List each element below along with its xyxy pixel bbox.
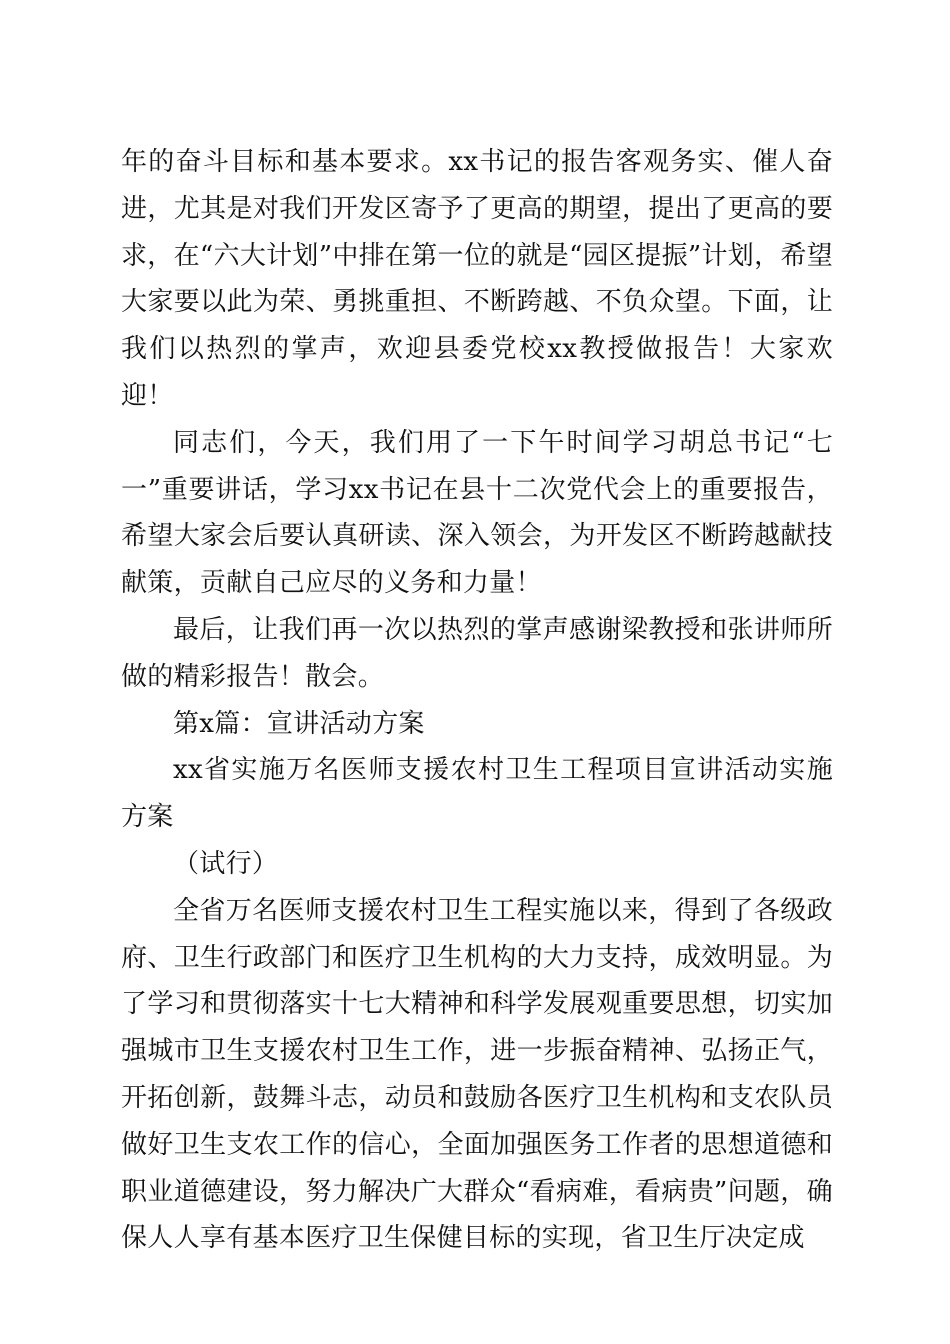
body-paragraph: 年的奋斗目标和基本要求。xx书记的报告客观务实、催人奋进，尤其是对我们开发区寄予了更高的期望，提出了更高的要求，在“六大计划”中排在第一位的就是“园区提振”计划，希望大家要以此为荣、勇挑重担、不断跨越、不负众望。下面，让我们以热烈的掌声，欢迎县委党校xx教授做报告！大家欢迎！ xyxy=(121,147,833,411)
body-paragraph: 最后，让我们再一次以热烈的掌声感谢梁教授和张讲师所做的精彩报告！散会。 xyxy=(121,614,833,692)
body-paragraph: 全省万名医师支援农村卫生工程实施以来，得到了各级政府、卫生行政部门和医疗卫生机构的大力支持，成效明显。为了学习和贯彻落实十七大精神和科学发展观重要思想，切实加强城市卫生支援农村卫生工作，进一步振奋精神、弘扬正气，开拓创新，鼓舞斗志，动员和鼓励各医疗卫生机构和支农队员做好卫生支农工作的信心，全面加强医务工作者的思想道德和职业道德建设，努力解决广大群众“看病难，看病贵”问题，确保人人享有基本医疗卫生保健目标的实现，省卫生厅决定成 xyxy=(121,895,833,1254)
trial-note: （试行） xyxy=(173,848,279,879)
section-heading: 第x篇：宣讲活动方案 xyxy=(173,708,425,739)
document-body xyxy=(121,139,833,1262)
document-title: xx省实施万名医师支援农村卫生工程项目宣讲活动实施方案 xyxy=(121,755,833,833)
body-paragraph: 同志们，今天，我们用了一下午时间学习胡总书记“七一”重要讲话，学习xx书记在县十二次党代会上的重要报告，希望大家会后要认真研读、深入领会，为开发区不断跨越献技献策，贡献自己应尽的义务和力量！ xyxy=(121,427,833,599)
